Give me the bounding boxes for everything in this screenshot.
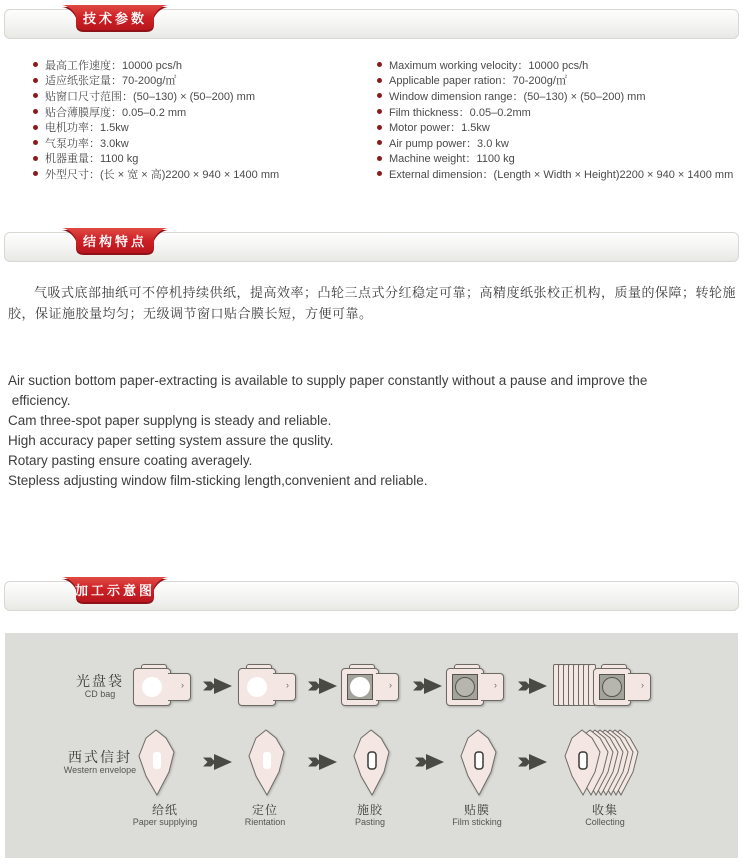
spec-item bbox=[33, 88, 279, 104]
stage-label-en: Film sticking bbox=[452, 817, 502, 827]
feature-line: Cam three-spot paper supplyng is steady and reliable. bbox=[8, 413, 332, 428]
envelope-stage-orientation bbox=[245, 729, 289, 797]
flap-notch-icon: › bbox=[181, 680, 184, 690]
bullet-icon bbox=[33, 125, 38, 130]
cd-bag-stage-orientation bbox=[238, 664, 296, 706]
section-tab-diagram bbox=[61, 577, 169, 604]
section-bar-tech bbox=[4, 9, 739, 39]
section-title-structure: 结构特点 bbox=[82, 234, 147, 249]
spec-text: Applicable paper ration：70-200g/㎡ bbox=[389, 75, 567, 88]
spec-text: Film thickness：0.05–0.2mm bbox=[389, 106, 531, 119]
feature-line: High accuracy paper setting system assure the quslity. bbox=[8, 433, 334, 448]
cd-bag-front bbox=[593, 664, 651, 706]
spec-item bbox=[33, 57, 279, 73]
spec-text: 电机功率：1.5kw bbox=[45, 122, 129, 135]
bullet-icon bbox=[377, 171, 382, 176]
spec-item bbox=[33, 151, 279, 167]
stage-label-cn: 定位 bbox=[251, 803, 278, 817]
feature-line: Rotary pasting ensure coating averagely. bbox=[8, 453, 253, 468]
spec-text: Window dimension range：(50–130) × (50–200) mm bbox=[389, 90, 646, 103]
stage-label-en: Rientation bbox=[244, 817, 286, 827]
stage-label-cn: 给纸 bbox=[151, 803, 178, 817]
flow-arrow-icon bbox=[308, 677, 338, 695]
bullet-icon bbox=[33, 78, 38, 83]
row-label-envelope-en: Western envelope bbox=[63, 765, 137, 775]
stage-label-en: Paper supplying bbox=[132, 817, 198, 827]
spec-text: 贴合薄膜厚度：0.05–0.2 mm bbox=[45, 106, 187, 119]
spec-item bbox=[377, 119, 733, 135]
envelope-stage-pasting bbox=[350, 729, 394, 797]
bullet-icon bbox=[33, 171, 38, 176]
flap-notch-icon: › bbox=[494, 680, 497, 690]
spec-text: Motor power：1.5kw bbox=[389, 122, 490, 135]
structure-paragraph-cn: 气吸式底部抽纸可不停机持续供纸，提高效率；凸轮三点式分红稳定可靠；高精度纸张校正机构，质量的保障；转轮施胶，保证施胶量均匀；无级调节窗口贴合膜长短，方便可靠。 bbox=[8, 285, 737, 321]
bullet-icon bbox=[377, 140, 382, 145]
spec-text: 适应纸张定量：70-200g/㎡ bbox=[45, 75, 177, 88]
bullet-icon bbox=[377, 156, 382, 161]
row-label-envelope-cn: 西式信封 bbox=[68, 749, 132, 765]
spec-item bbox=[377, 135, 733, 151]
stage-label-en: Pasting bbox=[354, 817, 386, 827]
spec-item bbox=[33, 104, 279, 120]
spec-item bbox=[33, 166, 279, 182]
stage-label-cn: 施胶 bbox=[356, 803, 383, 817]
section-bar-structure bbox=[4, 232, 739, 262]
spec-text: Air pump power：3.0 kw bbox=[389, 137, 509, 150]
stage-label-en: Collecting bbox=[585, 817, 625, 827]
spec-text: External dimension：(Length × Width × Height)2200 × 940 × 1400 mm bbox=[389, 168, 734, 181]
cd-bag-stage-pasting bbox=[341, 664, 399, 706]
row-label-cd-bag-en: CD bag bbox=[84, 689, 116, 699]
spec-item bbox=[33, 135, 279, 151]
spec-text: 机器重量：1100 kg bbox=[45, 153, 139, 166]
bullet-icon bbox=[33, 62, 38, 67]
envelope-stage-collecting-stack bbox=[561, 729, 643, 797]
spec-text: Maximum working velocity：10000 pcs/h bbox=[389, 59, 589, 72]
spec-text: 最高工作速度：10000 pcs/h bbox=[45, 59, 182, 72]
feature-line: efficiency. bbox=[8, 393, 71, 408]
structure-features-en bbox=[8, 371, 743, 491]
spec-text: 外型尺寸：(长 × 宽 × 高)2200 × 940 × 1400 mm bbox=[45, 168, 280, 181]
spec-item bbox=[377, 88, 733, 104]
cd-bag-stage-collecting-stack bbox=[553, 663, 655, 707]
flow-arrow-icon bbox=[308, 753, 338, 771]
spec-item bbox=[377, 104, 733, 120]
feature-line: Stepless adjusting window film-sticking length,convenient and reliable. bbox=[8, 473, 428, 488]
bullet-icon bbox=[33, 93, 38, 98]
flow-arrow-icon bbox=[413, 677, 443, 695]
stage-label-cn: 收集 bbox=[591, 803, 618, 817]
flap-notch-icon: › bbox=[389, 680, 392, 690]
row-label-cd-bag-cn: 光盘袋 bbox=[76, 673, 124, 689]
cd-bag-stage-film-sticking bbox=[446, 664, 504, 706]
section-bar-diagram bbox=[4, 581, 739, 611]
process-diagram-panel bbox=[5, 633, 738, 858]
envelope-stage-film-sticking bbox=[457, 729, 501, 797]
flap-notch-icon: › bbox=[641, 680, 644, 690]
bullet-icon bbox=[33, 140, 38, 145]
spec-text: Machine weight：1100 kg bbox=[389, 153, 515, 166]
bullet-icon bbox=[33, 109, 38, 114]
cd-bag-stage-paper-supplying bbox=[133, 664, 191, 706]
spec-item bbox=[33, 73, 279, 89]
flow-arrow-icon bbox=[203, 677, 233, 695]
section-title-diagram: 加工示意图 bbox=[74, 583, 155, 598]
bullet-icon bbox=[377, 78, 382, 83]
section-tab-tech bbox=[61, 5, 169, 32]
bullet-icon bbox=[377, 62, 382, 67]
spec-text: 气泵功率：3.0kw bbox=[45, 137, 129, 150]
spec-item bbox=[377, 166, 733, 182]
spec-item bbox=[377, 73, 733, 89]
flap-notch-icon: › bbox=[286, 680, 289, 690]
section-tab-structure bbox=[61, 228, 169, 255]
flow-arrow-icon bbox=[518, 677, 548, 695]
bullet-icon bbox=[377, 109, 382, 114]
spec-list-en bbox=[377, 57, 733, 182]
flow-arrow-icon bbox=[518, 753, 548, 771]
bullet-icon bbox=[33, 156, 38, 161]
spec-item bbox=[33, 119, 279, 135]
spec-list-cn bbox=[33, 57, 279, 182]
envelope-stage-paper-supplying bbox=[135, 729, 179, 797]
spec-text: 贴窗口尺寸范围：(50–130) × (50–200) mm bbox=[45, 90, 255, 103]
stage-label-cn: 贴膜 bbox=[463, 803, 490, 817]
bullet-icon bbox=[377, 125, 382, 130]
spec-item bbox=[377, 57, 733, 73]
flow-arrow-icon bbox=[203, 753, 233, 771]
feature-line: Air suction bottom paper-extracting is available to supply paper constantly without a pause and improve the bbox=[8, 373, 648, 388]
spec-item bbox=[377, 151, 733, 167]
section-title-tech: 技术参数 bbox=[82, 11, 147, 26]
flow-arrow-icon bbox=[415, 753, 445, 771]
bullet-icon bbox=[377, 93, 382, 98]
